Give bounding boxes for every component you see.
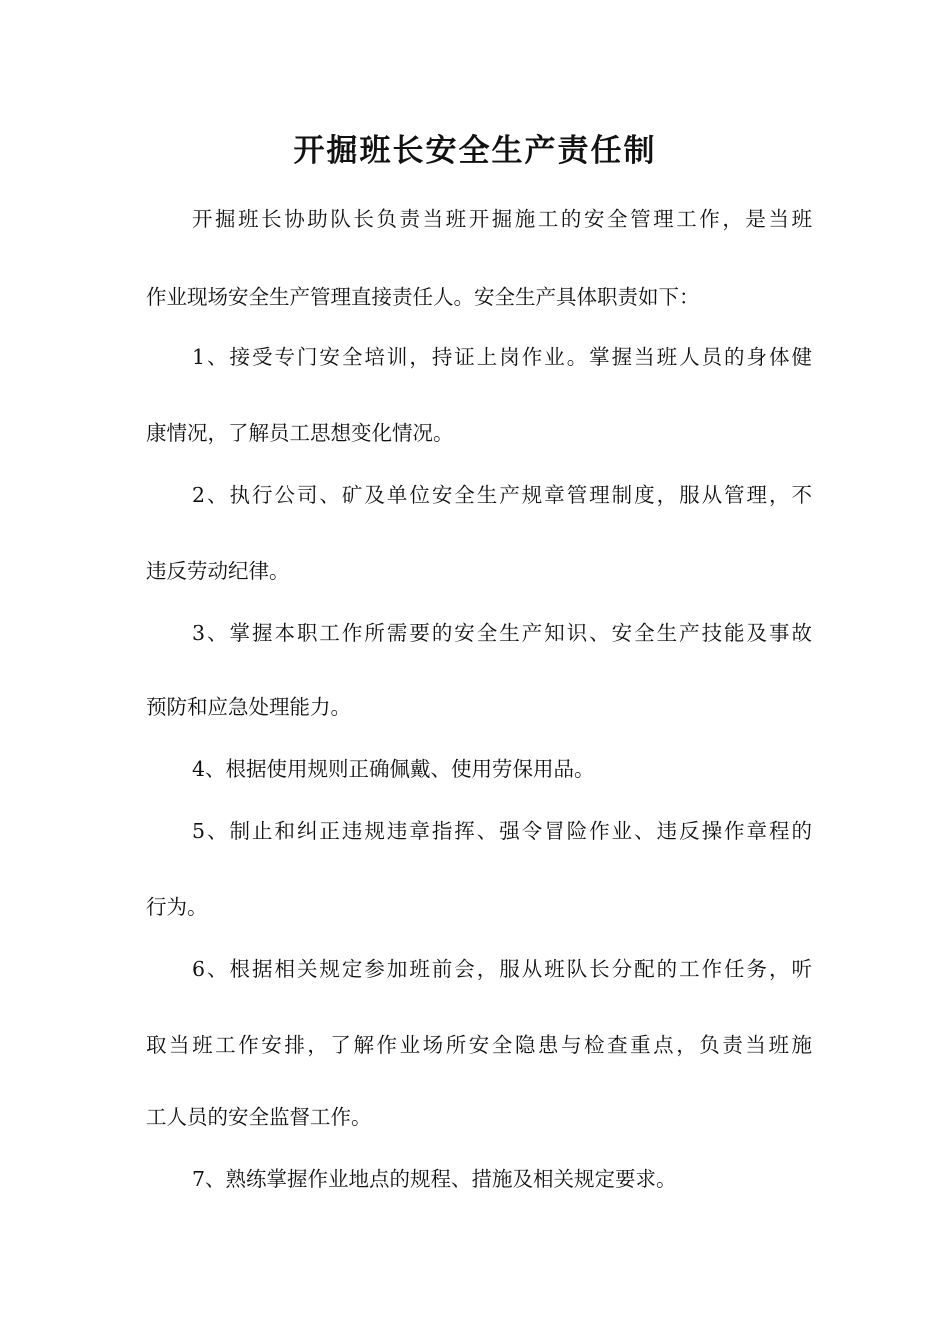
paragraph-line: 1、接受专门安全培训，持证上岗作业。掌握当班人员的身体健 (192, 345, 812, 369)
paragraph-line: 工人员的安全监督工作。 (146, 1105, 372, 1129)
paragraph-line: 违反劳动纪律。 (146, 559, 290, 583)
paragraph-line: 2、执行公司、矿及单位安全生产规章管理制度，服从管理，不 (192, 483, 812, 507)
paragraph-line: 4、根据使用规则正确佩戴、使用劳保用品。 (192, 757, 595, 781)
document-title: 开掘班长安全生产责任制 (293, 133, 657, 169)
paragraph-line: 行为。 (146, 895, 208, 919)
paragraph-line: 康情况，了解员工思想变化情况。 (146, 421, 454, 445)
paragraph-line: 3、掌握本职工作所需要的安全生产知识、安全生产技能及事故 (192, 621, 812, 645)
paragraph-line: 7、熟练掌握作业地点的规程、措施及相关规定要求。 (192, 1167, 677, 1191)
paragraph-line: 预防和应急处理能力。 (146, 695, 351, 719)
paragraph-line: 开掘班长协助队长负责当班开掘施工的安全管理工作，是当班 (192, 207, 812, 231)
paragraph-line: 6、根据相关规定参加班前会，服从班队长分配的工作任务，听 (192, 957, 812, 981)
paragraph-line: 5、制止和纠正违规违章指挥、强令冒险作业、违反操作章程的 (192, 819, 812, 843)
paragraph-line: 作业现场安全生产管理直接责任人。安全生产具体职责如下： (146, 285, 700, 309)
paragraph-line: 取当班工作安排，了解作业场所安全隐患与检查重点，负责当班施 (146, 1033, 812, 1057)
